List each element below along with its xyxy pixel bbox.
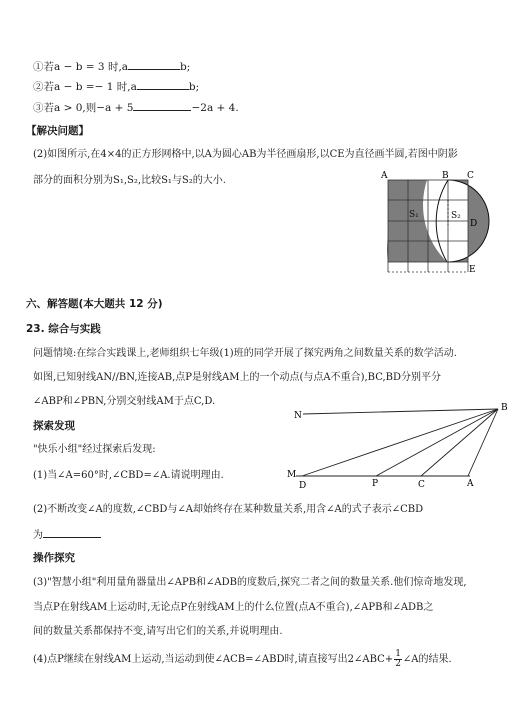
segment-bd <box>302 409 498 476</box>
fill-in-2-prefix: ②若a − b =− 1 时,a <box>33 81 137 93</box>
fill-in-1-prefix: ①若a − b = 3 时,a <box>33 61 129 73</box>
ray-bn <box>303 409 498 414</box>
fig2-label-n: N <box>294 411 302 421</box>
label-c: C <box>467 171 474 181</box>
fill-in-1-suffix: b; <box>180 61 191 73</box>
label-s1: S₁ <box>409 210 419 220</box>
fill-in-3-suffix: −2a + 4. <box>191 102 239 114</box>
q4-frac-den: 2 <box>395 659 401 669</box>
discover-line-2: (1)当∠A=60°时,∠CBD=∠A.请说明理由. <box>33 470 224 481</box>
q23-intro-2: 如图,已知射线AN//BN,连接AB,点P是射线AM上的一个动点(与点A不重合),BC,BD分别平分 <box>33 372 442 383</box>
label-a: A <box>381 171 388 181</box>
q4-fraction <box>394 650 402 669</box>
q4-line <box>33 650 452 669</box>
label-e: E <box>469 265 476 275</box>
fig2-label-a: A <box>467 479 474 489</box>
discover-line-1: "快乐小组"经过探索后发现: <box>33 444 156 455</box>
segment-bp <box>376 409 498 476</box>
q23-intro-3: ∠ABP和∠PBN,分别交射线AM于点C,D. <box>33 396 216 407</box>
discover-header: 探索发现 <box>33 420 75 432</box>
solve-q2-line2: 部分的面积分别为S₁,S₂,比较S₁与S₂的大小. <box>33 175 226 186</box>
explore-line-3: 间的数量关系都保持不变,请写出它们的关系,并说明理由. <box>33 626 283 637</box>
q4-suffix: ∠A的结果. <box>402 654 452 665</box>
q23-q2-line2 <box>33 527 101 543</box>
explore-line-2: 当点P在射线AM上运动时,无论点P在射线AM上的什么位置(点A不重合),∠APB和∠ADB之 <box>33 602 434 613</box>
segment-ba <box>468 409 498 476</box>
explore-line-1: (3)"智慧小组"利用量角器量出∠APB和∠ADB的度数后,探究二者之间的数量关系.他们惊奇地发现, <box>33 577 467 588</box>
label-s2: S₂ <box>451 211 461 221</box>
fig2-label-b: B <box>501 403 508 413</box>
q23-q2-line1: (2)不断改变∠A的度数,∠CBD与∠A却始终存在某种数量关系,用含∠A的式子表示∠CBD <box>33 504 424 515</box>
fig2-label-d: D <box>299 481 307 491</box>
answer-blank-q2[interactable] <box>43 527 101 538</box>
fill-in-2-suffix: b; <box>188 81 200 93</box>
label-b: B <box>442 171 449 181</box>
fig2-label-m: M <box>287 470 297 480</box>
q4-frac-num: 1 <box>395 649 401 659</box>
q23-title: 23. 综合与实践 <box>26 323 101 335</box>
section6-title: 六、解答题(本大题共 12 分) <box>26 298 163 310</box>
label-d: D <box>470 219 478 229</box>
fig2-label-p: P <box>372 479 379 489</box>
explore-header: 操作探究 <box>33 552 75 564</box>
segment-bc <box>421 409 498 476</box>
fill-in-3-prefix: ③若a > 0,则−a + 5 <box>33 102 134 114</box>
q23-q2-prefix: 为 <box>33 530 43 541</box>
q4-prefix: (4)点P继续在射线AM上运动,当运动到使∠ACB=∠ABD时,请直接写出2∠ABC+ <box>33 654 394 665</box>
solve-header: 【解决问题】 <box>26 125 89 137</box>
solve-q2-line1: (2)如图所示,在4×4的正方形网格中,以A为圆心AB为半径画扇形,以CE为直径画半圆,若图中阴影 <box>33 149 458 160</box>
fig2-label-c: C <box>418 480 425 490</box>
q23-intro-1: 问题情境:在综合实践课上,老师组织七年级(1)班的同学开展了探究两角之间数量关系的数学活动. <box>33 348 457 359</box>
